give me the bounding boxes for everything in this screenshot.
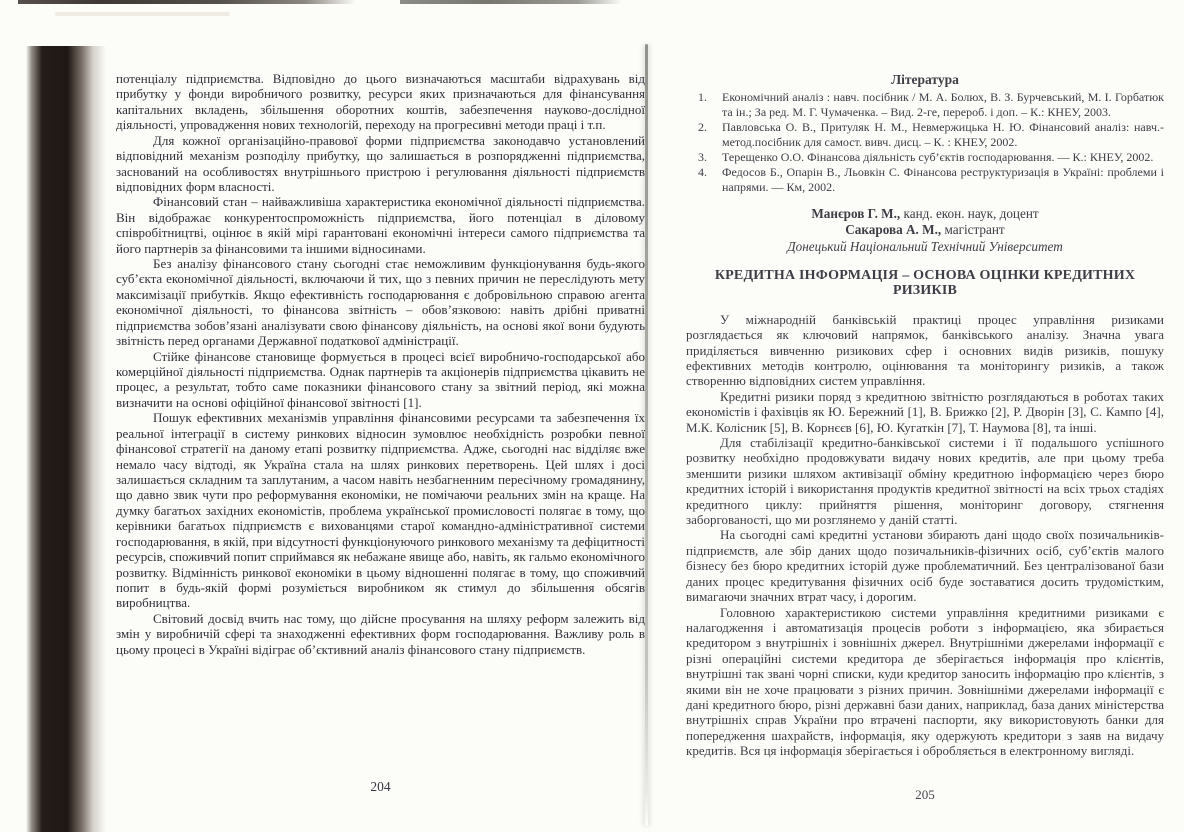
author-name: Манєров Г. М., [811,205,901,221]
page-left-text-column [116,71,645,657]
left-paragraph-4: Без аналізу фінансового стану сьогодні стає неможливим функціонування будь-якого суб’єкта економічної діяльності, включаючи й тих, що з певних причин не переслідують мету максимізації прибутків. Якщо ефективність господарювання є добровільною справою агента економічної діяльності, то фінансова звітність – обов’язковою: навіть дрібні приватні підприємства зобов’язані аналізувати свою фінансову діяльність, на основі якої вони будують звітність перед органами Державної податкової адміністрації. [116,256,645,349]
page-number-left: 204 [370,779,391,794]
reference-item [686,120,1164,150]
scan-top-edge-artifact-left [18,0,356,4]
right-paragraph-3: Для стабілізації кредитно-банківської системи і її подальшого успішного розвитку необхідно продовжувати видачу нових кредитів, але при цьому треба зменшити ризики шляхом активізації обміну кредитною інформацією через бюро кредитних історій і використання продуктів кредитної звітності на всіх трьох стадіях кредитного циклу: прийняття рішення, моніторинг договору, стягнення заборгованості, що ми розглянемо у даній статті. [686,435,1164,528]
reference-list [686,90,1164,194]
reference-text: Економічний аналіз : навч. посібник / М. А. Болюх, В. З. Бурчевський, М. І. Горбатюк та ін.; За ред. М. Г. Чумаченка. – Вид. 2-ге, перероб. і доп. – К.: КНЕУ, 2003. [722,90,1164,120]
article-body [686,312,1164,759]
authors-block [686,206,1164,255]
scan-smudge-artifact [55,12,230,16]
right-paragraph-4: На сьогодні самі кредитні установи збирають дані щодо своїх позичальників-підприємств, але збір даних щодо позичальників-фізичних осіб, суб’єктів малого бізнесу без бюро кредитних історій дуже проблематичний. Без централізованої бази даних процес кредитування фізичних осіб буде зоставатися досить трудомістким, вимагаючи значних втрат часу, і дорогим. [686,527,1164,605]
left-paragraph-6: Пошук ефективних механізмів управління фінансовими ресурсами та забезпечення їх реальної інтеграції в систему ринкових відносин зумовлює необхідність розробки певної фінансової стратегії на даному етапі розвитку підприємства. Адже, сьогодні нас відділяє вже немало часу відтоді, як Україна стала на шлях ринкових перетворень. Цей шлях і досі залишається складним та заплутаним, а часом навіть незбагненним пересічному громадянину, що давно звик чути про реформування економіки, не помічаючи реальних змін на краще. На думку багатьох західних економістів, проблема української промисловості полягає в тому, що керівники багатьох підприємств є вихованцями старої командно-адміністративної системи господарювання, в якій, при відсутності функціонуючого ринкового механізму та дефіцитності ресурсів, споживчий попит сприймався як небажане явище або, навіть, як гальмо економічного розвитку. Відмінність ринкової економіки в цьому відношенні полягає в тому, що споживчий попит в будь-якій формі розуміється виробником як стимул до збільшення обсягів виробництва. [116,410,645,611]
reference-item [686,165,1164,195]
author-line-2 [686,222,1164,238]
reference-text: Терещенко О.О. Фінансова діяльність суб’єктів господарювання. — К.: КНЕУ, 2002. [722,150,1154,165]
right-paragraph-1: У міжнародній банківській практиці процес управління ризиками розглядається як ключовий напрямок, банківського аналізу. Значна увага приділяється вивченню ризикових сфер і основних видів ризиків, пошуку ефективних методів контролю, оцінювання та моніторингу ризиків, а також створенню відповідних систем управління. [686,311,1164,389]
affiliation: Донецький Національний Технічний Університет [787,238,1063,254]
author-name: Сакарова А. М., [845,222,942,238]
book-spine-shadow [26,46,106,832]
left-paragraph-1: потенціалу підприємства. Відповідно до цього визначаються масштаби відрахувань від прибутку у фонди виробничого розвитку, ресурси яких призначаються для фінансування капітальних вкладень, збільшення оборотних коштів, забезпечення науково-дослідної діяльності, упровадження нових технологій, переходу на прогресивні методи праці і т.п. [116,71,645,133]
page-gutter-line [645,44,648,826]
reference-item [686,150,1164,165]
right-paragraph-2: Кредитні ризики поряд з кредитною звітністю розглядаються в роботах таких економістів і фахівців як Ю. Бережний [1], В. Брижко [2], Р. Дворін [3], С. Кампо [4], М.К. Колісник [5], В. Корнєєв [6], Ю. Кугаткін [7], Т. Наумова [8], та інші. [686,388,1164,435]
reference-number: 2. [698,120,707,135]
reference-text: Павловська О. В., Притуляк Н. М., Невмержицька Н. Ю. Фінансовий аналіз: навч.-метод.посібник для самост. вивч. дисц. – К. : КНЕУ, 2002. [722,120,1164,150]
article-title: КРЕДИТНА ІНФОРМАЦІЯ – ОСНОВА ОЦІНКИ КРЕДИТНИХ РИЗИКІВ [714,267,1136,299]
literature-heading: Література [891,72,959,87]
page-number-right: 205 [915,787,935,802]
reference-number: 1. [698,90,707,105]
author-role: магістрант [944,222,1005,238]
reference-number: 3. [698,150,707,165]
left-paragraph-7: Світовий досвід вчить нас тому, що дійсне просування на шляху реформ залежить від змін у виробничій сфері та знаходженні ефективних форм господарювання. Важливу роль в цьому процесі в Україні відіграє об’єктивний аналіз фінансового стану підприємств. [116,610,645,657]
reference-item [686,90,1164,120]
page-right-text-column [686,72,1164,759]
author-role: канд. екон. наук, доцент [903,205,1039,221]
scan-top-edge-artifact-right [400,0,622,4]
author-line-1 [686,206,1164,222]
reference-number: 4. [698,164,707,179]
reference-text: Федосов Б., Опарін В., Льовкін С. Фінансова реструктуризація в Україні: проблеми і напрями. — Км, 2002. [722,164,1164,194]
left-paragraph-2: Для кожної організаційно-правової форми підприємства законодавчо установлений відповідний механізм розподілу прибутку, що залишається в розпорядженні підприємства, заснований на особливостях внутрішнього пристрою і регулювання діяльності підприємств відповідних форм власності. [116,132,645,194]
right-paragraph-5: Головною характеристикою системи управління кредитними ризиками є налагодження і автоматизація процесів роботи з інформацією, яка збирається кредитором з внутрішніх і зовнішніх джерел. Внутрішніми джерелами інформації є різні операційні системи кредитора де зберігається інформація про клієнтів, внутрішні так звані чорні списки, куди кредитор заносить інформацію про клієнтів, з якими він не хоче працювати з різних причин. Зовнішніми джерелами інформації є дані кредитного бюро, різні державні бази даних, наприклад, база даних міністерства внутрішніх справ України про втрачені паспорти, яку використовують банки для попередження шахрайств, інформація, яку одержують кредитори з заяв на видачу кредитів. Вся ця інформація зберігається і обробляється в електронному вигляді. [686,604,1164,759]
left-paragraph-5: Стійке фінансове становище формується в процесі всієї виробничо-господарської або комерційної діяльності підприємства. Однак партнерів та акціонерів підприємства цікавить не процес, а результат, тобто саме показники фінансового стану за звітний період, які можна визначити на основі офіційної фінансової звітності [1]. [116,348,645,410]
left-paragraph-3: Фінансовий стан – найважливіша характеристика економічної діяльності підприємства. Він відображає конкурентоспроможність підприємства, його потенціал в діловому співробітництві, оцінює в якій мірі гарантовані економічні інтереси самого підприємства та його партнерів за фінансовими та іншими відносинами. [116,194,645,256]
